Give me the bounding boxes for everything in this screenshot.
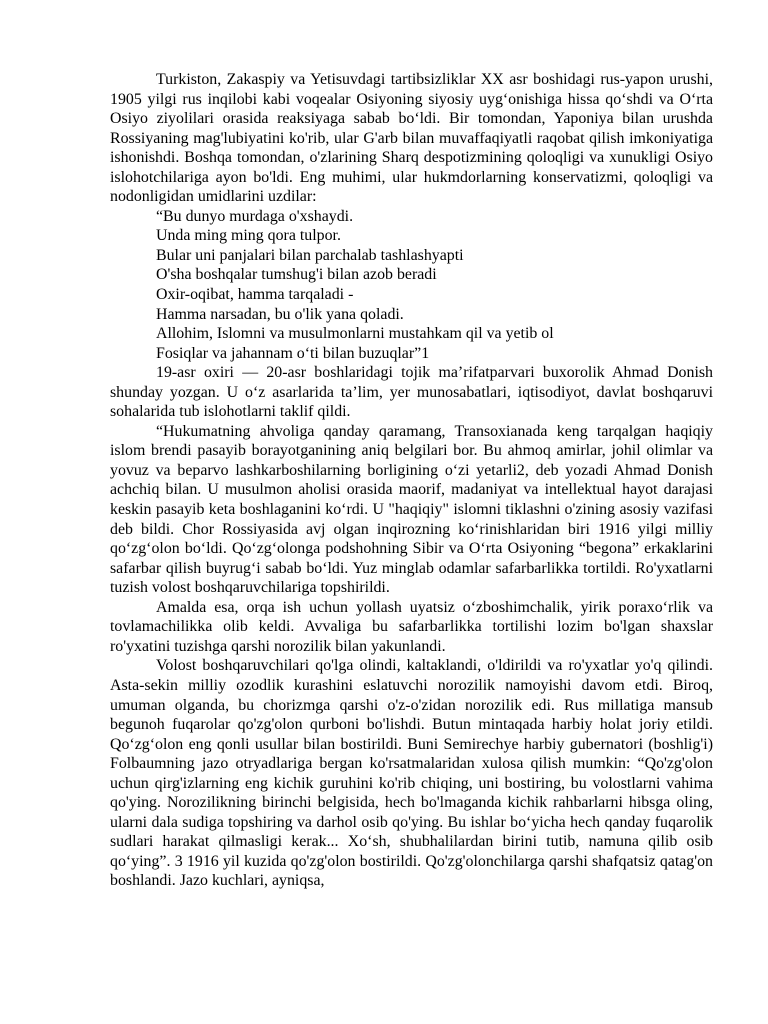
paragraph-intro: Turkiston, Zakaspiy va Yetisuvdagi tartibsizliklar XX asr boshidagi rus-yapon urushi, 1905 yilgi rus inqilobi kabi voqealar Osiyoning siyosiy uyg‘onishiga hissa qo‘shdi va O‘rta Osiyo ziyolilari orasida reaksiyaga sabab bo‘ldi. Bir tomondan, Yaponiya bilan urushda Rossiyaning mag'lubiyatini ko'rib, ular G'arb bilan muvaffaqiyatli raqobat qilish imkoniyatiga ishonishdi. Boshqa tomondan, o'zlarining Sharq despotizmining qoloqligi va xunukligi Osiyo islohotchilariga ayon bo'ldi. Eng muhimi, ular hukmdorlarning konservatizmi, qoloqligi va nodonligidan umidlarini uzdilar: xyxy=(110,71,713,206)
paragraph-ahmad-donish: 19-asr oxiri — 20-asr boshlaridagi tojik ma’rifatparvari buxorolik Ahmad Donish shunday yozgan. U o‘z asarlarida ta’lim, yer munosabatlari, iqtisodiyot, davlat boshqaruvi sohalarida tub islohotlarni taklif qildi. xyxy=(110,364,713,421)
document-page xyxy=(110,70,713,891)
poem-line: Bular uni panjalari bilan parchalab tashlashyapti xyxy=(156,246,464,264)
poem-line: Unda ming ming qora tulpor. xyxy=(156,227,341,245)
poem-line: Oxir-oqibat, hamma tarqaladi - xyxy=(156,286,354,304)
poem-line: Allohim, Islomni va musulmonlarni mustahkam qil va yetib ol xyxy=(156,325,554,343)
poem-line: Fosiqlar va jahannam o‘ti bilan buzuqlar”1 xyxy=(156,344,430,362)
poem-block xyxy=(110,207,713,363)
paragraph-quote-government: “Hukumatning ahvoliga qanday qaramang, Transoxianada keng tarqalgan haqiqiy islom brendi pasayib borayotganining aniq belgilari bor. Bu ahmoq amirlar, johil olimlar va yovuz va beparvo lashkarboshilarning borligining o‘zi yetarli2, deb yozadi Ahmad Donish achchiq bilan. U musulmon aholisi orasida maorif, madaniyat va intellektual hayot darajasi keskin pasayib keta boshlaganini ko‘rdi. U "haqiqiy" islomni tiklashni o'zining asosiy vazifasi deb bildi. Chor Rossiyasida avj olgan inqirozning ko‘rinishlaridan biri 1916 yilgi milliy qo‘zg‘olon bo‘ldi. Qo‘zg‘olonga podshohning Sibir va O‘rta Osiyoning “begona” erkaklarini safarbar qilish buyrug‘i sabab bo‘ldi. Yuz minglab odamlar safarbarlikka tortildi. Ro'yxatlarni tuzish volost boshqaruvchilariga topshirildi. xyxy=(110,422,713,597)
paragraph-uprising: Volost boshqaruvchilari qo'lga olindi, kaltaklandi, o'ldirildi va ro'yxatlar yo'q qilindi. Asta-sekin milliy ozodlik kurashini eslatuvchi norozilik namoyishi davom etdi. Biroq, umuman olganda, bu chorizmga qarshi o'z-o'zidan norozilik edi. Rus millatiga mansub begunoh fuqarolar qo'zg'olon qurboni bo'lishdi. Butun mintaqada harbiy holat joriy etildi. Qo‘zg‘olon eng qonli usullar bilan bostirildi. Buni Semirechye harbiy gubernatori (boshlig'i) Folbaumning jazo otryadlariga bergan ko'rsatmalaridan xulosa qilish mumkin: “Qo'zg'olon uchun qirg'izlarning eng kichik guruhini ko'rib chiqing, uni bostiring, bu volostlarni vahima qo'ying. Norozilikning birinchi belgisida, hech bo'lmaganda kichik rahbarlarni hibsga oling, ularni dala sudiga topshiring va darhol osib qo'ying. Bu ishlar bo‘yicha hech qanday fuqarolik sudlari harakat qilmasligi kerak... Xo‘sh, shubhalilardan birini tutib, namuna qilib osib qo‘ying”. 3 1916 yil kuzida qo'zg'olon bostirildi. Qo'zg'olonchilarga qarshi shafqatsiz qatag'on boshlandi. Jazo kuchlari, ayniqsa, xyxy=(110,657,713,890)
poem-line: O'sha boshqalar tumshug'i bilan azob beradi xyxy=(156,266,437,284)
paragraph-recruitment: Amalda esa, orqa ish uchun yollash uyatsiz o‘zboshimchalik, yirik poraxo‘rlik va tovlamachilikka olib keldi. Avvaliga bu safarbarlikka tortilishi lozim bo'lgan shaxslar ro'yxatini tuzishga qarshi norozilik bilan yakunlandi. xyxy=(110,598,713,655)
poem-line: Hamma narsadan, bu o'lik yana qoladi. xyxy=(156,305,404,323)
poem-line: “Bu dunyo murdaga o'xshaydi. xyxy=(156,207,354,225)
